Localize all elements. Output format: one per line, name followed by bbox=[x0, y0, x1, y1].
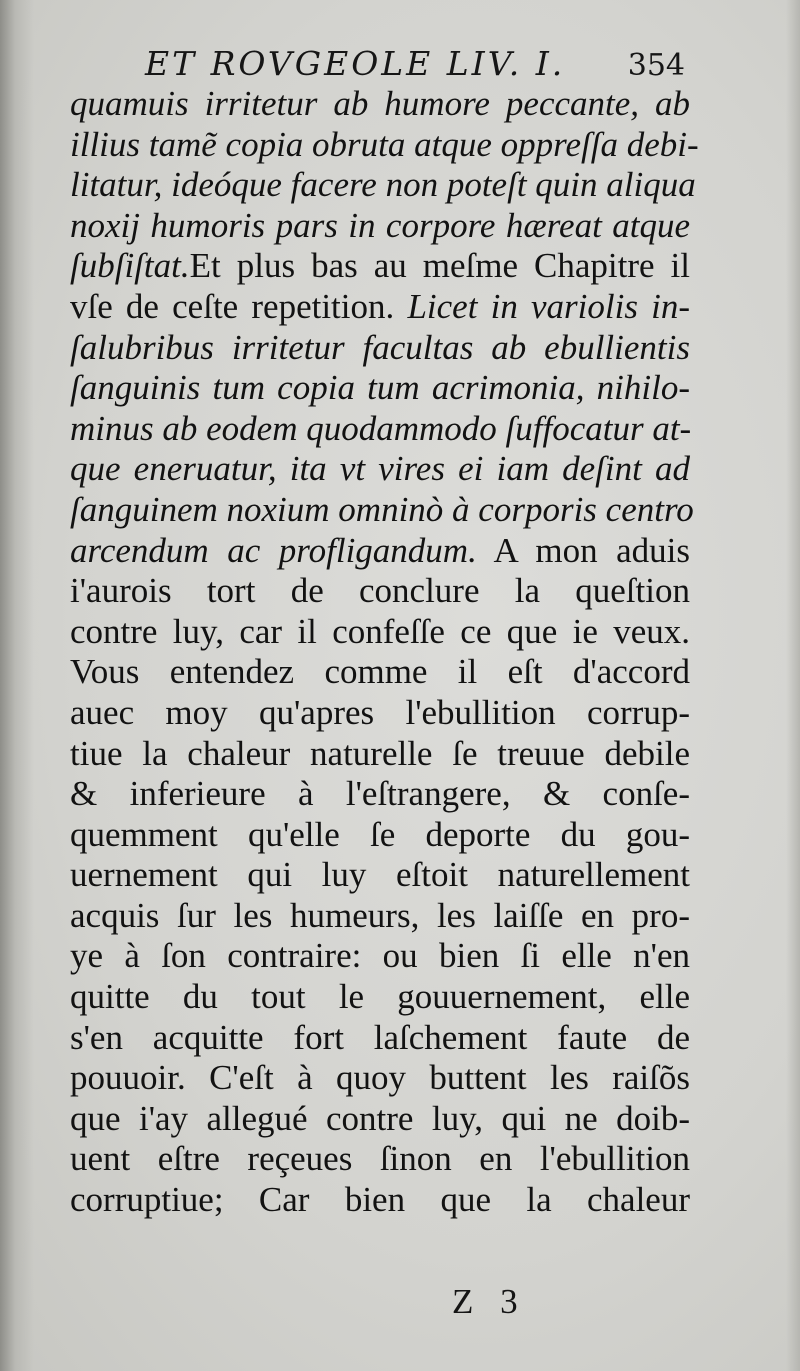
text-line bbox=[70, 1018, 690, 1059]
line-text: tiue la chaleur naturelle ſe treuue debile bbox=[70, 733, 690, 773]
line-text: quitte du tout le gouuernement, elle bbox=[70, 977, 690, 1017]
line-text: acquis ſur les humeurs, les laiſſe en pro- bbox=[70, 895, 690, 935]
line-text-italic: Licet in variolis in- bbox=[407, 286, 691, 326]
line-text: minus ab eodem quodammodo ſuffocatur at- bbox=[70, 408, 692, 448]
text-line bbox=[70, 693, 690, 734]
text-line bbox=[70, 612, 690, 653]
line-text-italic: ſubſiſtat. bbox=[70, 246, 190, 286]
line-text-roman: A mon aduis bbox=[493, 530, 690, 570]
line-text: ſanguinem noxium omninò à corporis centro bbox=[70, 489, 694, 529]
text-line bbox=[70, 287, 690, 328]
running-title: ET ROVGEOLE LIV. I. bbox=[145, 44, 566, 83]
text-line bbox=[70, 855, 690, 896]
line-text-roman: Et plus bas au meſme Chapitre il bbox=[189, 246, 690, 286]
text-line bbox=[70, 206, 690, 247]
line-text: quemment qu'elle ſe deporte du gou- bbox=[70, 814, 690, 854]
edge-shadow bbox=[786, 0, 800, 1371]
text-line bbox=[70, 977, 690, 1018]
text-line bbox=[70, 1058, 690, 1099]
line-text: contre luy, car il confeſſe ce que ie veux. bbox=[70, 611, 690, 651]
text-line bbox=[70, 774, 690, 815]
line-text: corruptiue; Car bien que la chaleur bbox=[70, 1180, 690, 1220]
text-line bbox=[70, 246, 690, 287]
line-text: i'aurois tort de conclure la queſtion bbox=[70, 571, 690, 611]
line-text: & inferieure à l'eſtrangere, & conſe- bbox=[70, 774, 690, 814]
gutter-shadow bbox=[0, 0, 34, 1371]
text-line bbox=[70, 489, 694, 531]
text-line bbox=[70, 1139, 690, 1180]
text-line bbox=[70, 1099, 690, 1140]
page-number: 354 bbox=[627, 48, 685, 83]
text-line bbox=[70, 815, 690, 856]
line-text: que i'ay allegué contre luy, qui ne doib- bbox=[70, 1098, 690, 1138]
text-line bbox=[70, 165, 696, 206]
line-text: illius tamẽ copia obruta atque oppreſſa debi- bbox=[70, 124, 699, 164]
text-line bbox=[70, 449, 690, 490]
line-text: auec moy qu'apres l'ebullition corrup- bbox=[70, 692, 690, 732]
line-text: que eneruatur, ita vt vires ei iam deſint ad bbox=[70, 449, 690, 489]
text-line bbox=[70, 896, 690, 937]
line-text-roman: vſe de ceſte repetition. bbox=[70, 286, 395, 326]
text-line bbox=[70, 571, 690, 612]
line-text: Vous entendez comme il eſt d'accord bbox=[70, 652, 690, 692]
text-line bbox=[70, 734, 690, 775]
line-text: quamuis irritetur ab humore peccante, ab bbox=[70, 84, 690, 123]
line-text: s'en acquitte fort laſchement faute de bbox=[70, 1017, 690, 1057]
line-text: litatur, ideóque facere non poteſt quin aliqua bbox=[70, 165, 696, 205]
text-line bbox=[70, 84, 690, 125]
text-line bbox=[70, 652, 690, 693]
signature-mark: Z 3 bbox=[452, 1282, 527, 1321]
line-text: ſanguinis tum copia tum acrimonia, nihilo- bbox=[70, 368, 690, 408]
text-line bbox=[70, 531, 690, 572]
line-text: noxij humoris pars in corpore hæreat atque bbox=[70, 205, 690, 245]
line-text: pouuoir. C'eſt à quoy buttent les raiſõs bbox=[70, 1058, 690, 1098]
line-text: ye à ſon contraire: ou bien ſi elle n'en bbox=[70, 936, 690, 976]
body-text bbox=[70, 84, 699, 1221]
line-text: ſalubribus irritetur facultas ab ebullientis bbox=[70, 327, 690, 367]
text-line bbox=[70, 1180, 690, 1221]
line-text: uent eſtre reçeues ſinon en l'ebullition bbox=[70, 1139, 690, 1179]
text-line bbox=[70, 936, 690, 977]
line-text: uernement qui luy eſtoit naturellement bbox=[70, 855, 690, 895]
text-line bbox=[70, 409, 690, 450]
text-line bbox=[70, 124, 699, 166]
text-line bbox=[70, 368, 690, 409]
line-text-italic: arcendum ac profligandum. bbox=[70, 530, 477, 570]
text-line bbox=[70, 328, 690, 369]
